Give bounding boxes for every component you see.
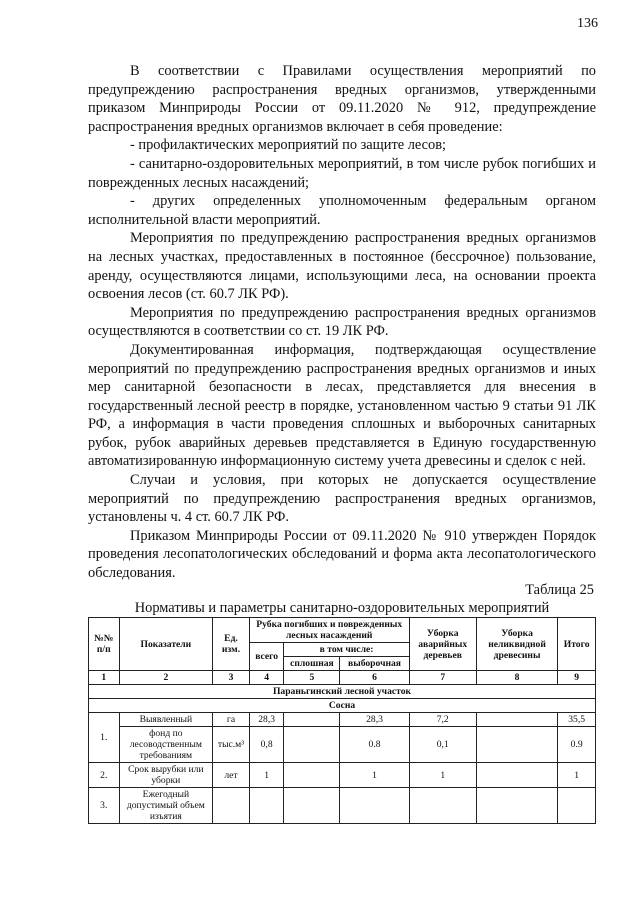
header-illiquid: Уборка неликвидной древесины	[476, 618, 557, 671]
cell-cleanup	[409, 788, 476, 824]
list-item: - других определенных уполномоченным федеральным органом исполнительной власти мероприятий.	[88, 193, 596, 228]
header-felling: Рубка погибших и поврежденных лесных насаждений	[249, 618, 409, 643]
header-unit: Ед. изм.	[213, 618, 250, 671]
row-indicator: фонд по лесоводственным требованиям	[119, 727, 213, 763]
header-num: №№ п/п	[89, 618, 120, 671]
paragraph: Мероприятия по предупреждению распространения вредных организмов осуществляются в соответствии со ст. 19 ЛК РФ.	[88, 304, 596, 340]
row-unit: лет	[213, 763, 250, 788]
cell-illiquid	[476, 788, 557, 824]
header-selective: выборочная	[340, 657, 409, 671]
paragraph: Приказом Минприроды России от 09.11.2020 № 910 утвержден Порядок проведения лесопатологических обследований и форма акта лесопатологического обследования.	[88, 527, 596, 582]
measures-table	[88, 617, 596, 824]
row-num: 2.	[89, 763, 120, 788]
row-num: 3.	[89, 788, 120, 824]
subsection-row: Сосна	[89, 699, 596, 713]
paragraph: Случаи и условия, при которых не допускается осуществление мероприятий по предупреждению распространения вредных организмов, установлены ч. 4 ст. 60.7 ЛК РФ.	[88, 472, 596, 526]
cell-total: 35,5	[558, 713, 596, 727]
list-item: - профилактических мероприятий по защите лесов;	[130, 137, 447, 154]
table-row	[89, 788, 596, 824]
table-row	[89, 763, 596, 788]
header-indicator: Показатели	[119, 618, 213, 671]
header-total: Итого	[558, 618, 596, 671]
row-unit: га	[213, 713, 250, 727]
cell-clear	[284, 788, 340, 824]
col-number: 6	[340, 671, 409, 685]
paragraph: Документированная информация, подтверждающая осуществление мероприятий по предупреждению распространения вредных организмов и иных мер санитарной безопасности в лесах, представляется для внесения в государственный лесной реестр в порядке, установленном частью 9 статьи 91 ЛК РФ, а информация в части проведения сплошных и выборочных санитарных рубок, рубок аварийных деревьев представляется в Единую государственную автоматизированную информационную систему учета древесины и сделок с ней.	[88, 341, 596, 470]
cell-cleanup: 0,1	[409, 727, 476, 763]
cell-all: 1	[249, 763, 284, 788]
cell-clear	[284, 713, 340, 727]
col-number: 1	[89, 671, 120, 685]
col-number: 5	[284, 671, 340, 685]
paragraph: В соответствии с Правилами осуществления мероприятий по предупреждению распространения вредных организмов, утвержденными приказом Минприроды России от 09.11.2020 № 912, предупреждение распространения вредных организмов включает в себя проведение:	[88, 63, 596, 135]
header-including: в том числе:	[284, 643, 409, 657]
cell-illiquid	[476, 727, 557, 763]
cell-all: 28,3	[249, 713, 284, 727]
cell-total: 1	[558, 763, 596, 788]
row-num: 1.	[89, 713, 120, 763]
col-number: 2	[119, 671, 213, 685]
row-unit	[213, 788, 250, 824]
cell-selective: 0.8	[340, 727, 409, 763]
cell-clear	[284, 763, 340, 788]
cell-total: 0.9	[558, 727, 596, 763]
cell-all: 0,8	[249, 727, 284, 763]
paragraph: Мероприятия по предупреждению распространения вредных организмов на лесных участках, предоставленных в постоянное (бессрочное) пользование, аренду, осуществляются лицами, использующими леса, на основании проекта освоения лесов (ст. 60.7 ЛК РФ).	[88, 230, 596, 303]
body-text	[88, 62, 596, 583]
cell-illiquid	[476, 713, 557, 727]
row-unit: тыс.м³	[213, 727, 250, 763]
header-cleanup: Уборка аварийных деревьев	[409, 618, 476, 671]
col-number: 9	[558, 671, 596, 685]
cell-total	[558, 788, 596, 824]
col-number: 7	[409, 671, 476, 685]
page-number: 136	[577, 16, 598, 31]
cell-clear	[284, 727, 340, 763]
cell-selective: 1	[340, 763, 409, 788]
col-number: 4	[249, 671, 284, 685]
col-number: 8	[476, 671, 557, 685]
table-row	[89, 713, 596, 727]
cell-selective	[340, 788, 409, 824]
cell-illiquid	[476, 763, 557, 788]
row-indicator: Срок вырубки или уборки	[119, 763, 213, 788]
cell-selective: 28,3	[340, 713, 409, 727]
table-row	[89, 727, 596, 763]
section-row: Параньгинский лесной участок	[89, 685, 596, 699]
row-indicator: Ежегодный допустимый объем изъятия	[119, 788, 213, 824]
cell-cleanup: 7,2	[409, 713, 476, 727]
cell-all	[249, 788, 284, 824]
header-total-all: всего	[249, 643, 284, 671]
row-indicator: Выявленный	[119, 713, 213, 727]
header-clear: сплошная	[284, 657, 340, 671]
col-number: 3	[213, 671, 250, 685]
table-title: Нормативы и параметры санитарно-оздоровительных мероприятий	[134, 600, 550, 616]
table-caption: Таблица 25	[525, 582, 594, 598]
list-item: - санитарно-оздоровительных мероприятий, в том числе рубок погибших и поврежденных лесных насаждений;	[88, 155, 596, 191]
cell-cleanup: 1	[409, 763, 476, 788]
